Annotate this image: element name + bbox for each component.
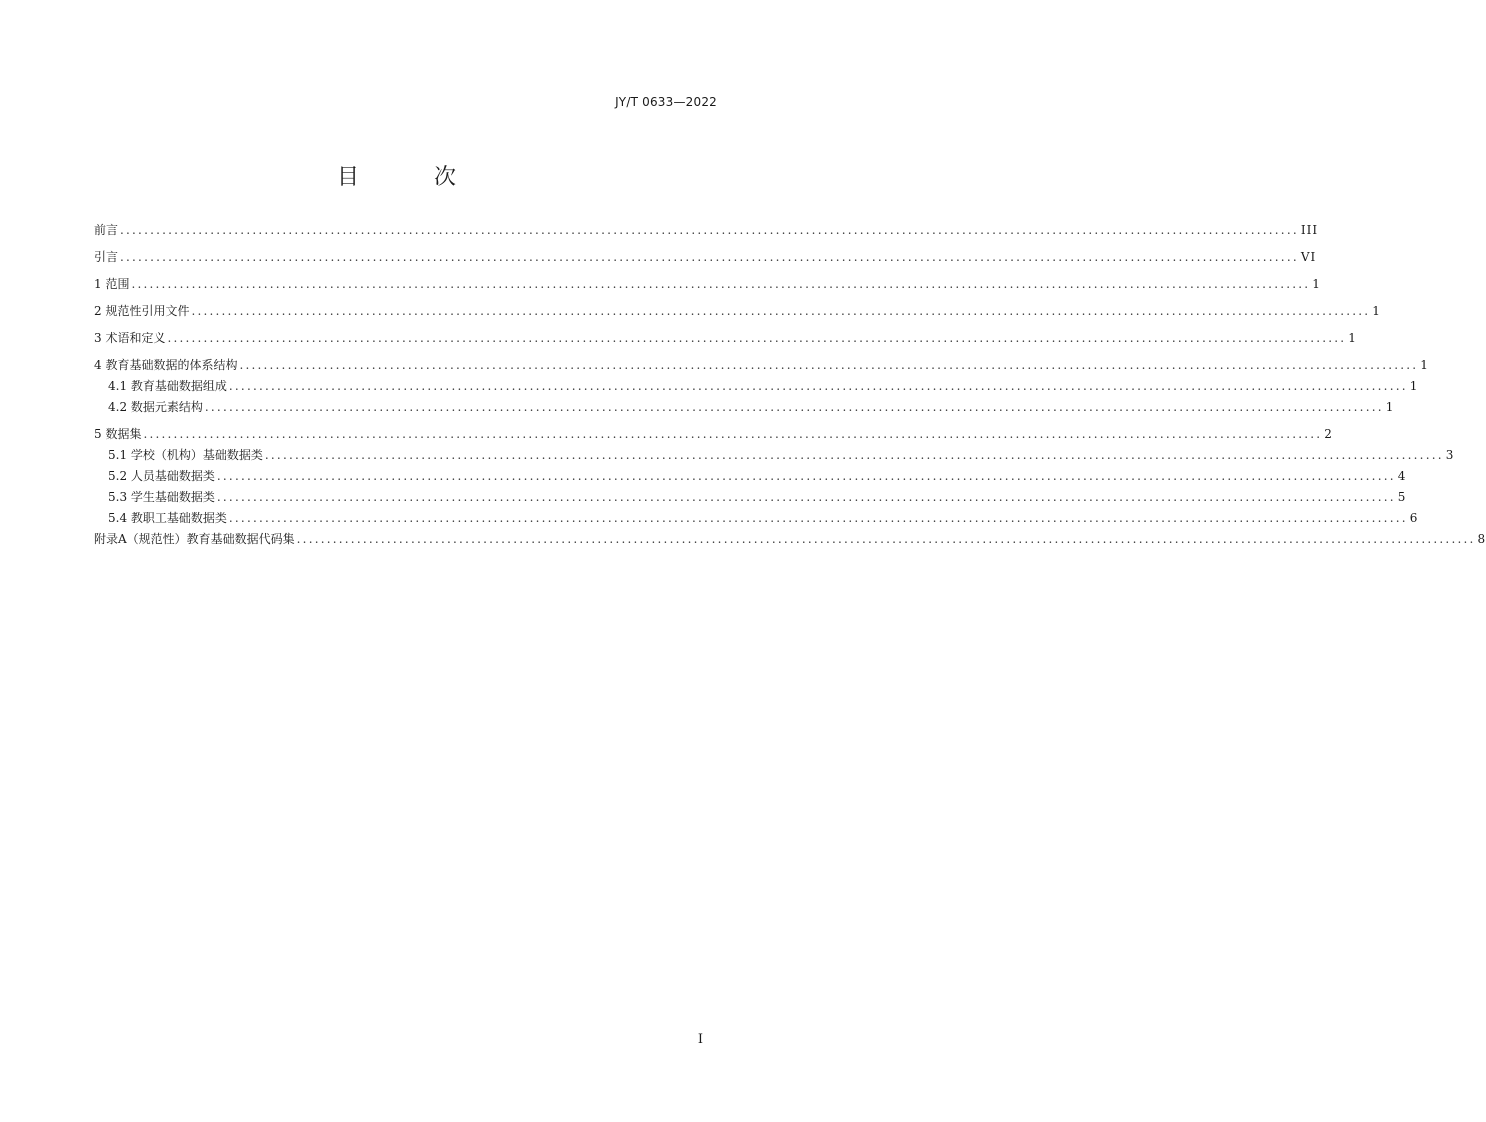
- table-of-contents: [94, 220, 1486, 550]
- toc-page: 6: [1409, 511, 1419, 525]
- toc-label: 引言: [94, 250, 119, 264]
- page-title: 目 次: [337, 165, 490, 190]
- toc-entry-staff-data[interactable]: [94, 508, 1419, 529]
- toc-entry-composition[interactable]: [94, 376, 1419, 397]
- toc-page: VI: [1300, 250, 1317, 264]
- toc-label: 5 数据集: [94, 427, 142, 441]
- toc-label: 4 教育基础数据的体系结构: [94, 358, 238, 372]
- toc-entry-normative-references[interactable]: [94, 301, 1381, 322]
- toc-page: 4: [1397, 469, 1407, 483]
- toc-leader: ....................................................................................................................................................................................................: [264, 448, 1444, 462]
- toc-label: 5.3 学生基础数据类: [108, 490, 215, 504]
- toc-entry-annex-a[interactable]: [94, 529, 1486, 550]
- toc-page: 1: [1420, 358, 1429, 372]
- toc-leader: ....................................................................................................................................................................................................: [143, 427, 1323, 441]
- toc-entry-school-data[interactable]: [94, 445, 1455, 466]
- toc-page: 1: [1385, 400, 1395, 414]
- toc-leader: ....................................................................................................................................................................................................: [204, 400, 1384, 414]
- toc-leader: ....................................................................................................................................................................................................: [228, 511, 1408, 525]
- toc-leader: ....................................................................................................................................................................................................: [216, 469, 1396, 483]
- toc-page: 1: [1312, 277, 1321, 291]
- toc-leader: ....................................................................................................................................................................................................: [296, 532, 1476, 546]
- toc-leader: ....................................................................................................................................................................................................: [167, 331, 1347, 345]
- toc-label: 5.4 教职工基础数据类: [108, 511, 227, 525]
- toc-label: 3 术语和定义: [94, 331, 166, 345]
- toc-label: 前言: [94, 223, 119, 237]
- toc-entry-student-data[interactable]: [94, 487, 1407, 508]
- toc-label: 4.1 教育基础数据组成: [108, 379, 227, 393]
- toc-page: 1: [1372, 304, 1381, 318]
- toc-entry-terms-definitions[interactable]: [94, 328, 1357, 349]
- toc-page: 8: [1477, 532, 1486, 546]
- toc-leader: ....................................................................................................................................................................................................: [228, 379, 1408, 393]
- toc-page: 3: [1445, 448, 1455, 462]
- toc-label: 附录A（规范性）教育基础数据代码集: [94, 532, 295, 546]
- toc-label: 5.2 人员基础数据类: [108, 469, 215, 483]
- toc-leader: ....................................................................................................................................................................................................: [191, 304, 1371, 318]
- toc-entry-architecture[interactable]: [94, 355, 1429, 376]
- toc-page: 1: [1348, 331, 1357, 345]
- toc-label: 4.2 数据元素结构: [108, 400, 203, 414]
- toc-leader: ....................................................................................................................................................................................................: [120, 250, 1299, 264]
- toc-leader: ....................................................................................................................................................................................................: [131, 277, 1311, 291]
- toc-entry-introduction[interactable]: [94, 247, 1317, 268]
- toc-leader: ....................................................................................................................................................................................................: [216, 490, 1396, 504]
- toc-label: 1 范围: [94, 277, 130, 291]
- toc-entry-element-structure[interactable]: [94, 397, 1395, 418]
- toc-label: 2 规范性引用文件: [94, 304, 190, 318]
- toc-label: 5.1 学校（机构）基础数据类: [108, 448, 263, 462]
- toc-entry-datasets[interactable]: [94, 424, 1333, 445]
- page-number: I: [697, 1032, 703, 1047]
- toc-page: III: [1300, 223, 1319, 237]
- toc-leader: ....................................................................................................................................................................................................: [120, 223, 1299, 237]
- toc-page: 1: [1409, 379, 1419, 393]
- toc-page: 2: [1324, 427, 1333, 441]
- toc-entry-scope[interactable]: [94, 274, 1321, 295]
- toc-page: 5: [1397, 490, 1407, 504]
- toc-leader: ....................................................................................................................................................................................................: [239, 358, 1419, 372]
- standard-code: JY/T 0633—2022: [615, 95, 717, 109]
- toc-entry-foreword[interactable]: [94, 220, 1319, 241]
- toc-entry-personnel-data[interactable]: [94, 466, 1407, 487]
